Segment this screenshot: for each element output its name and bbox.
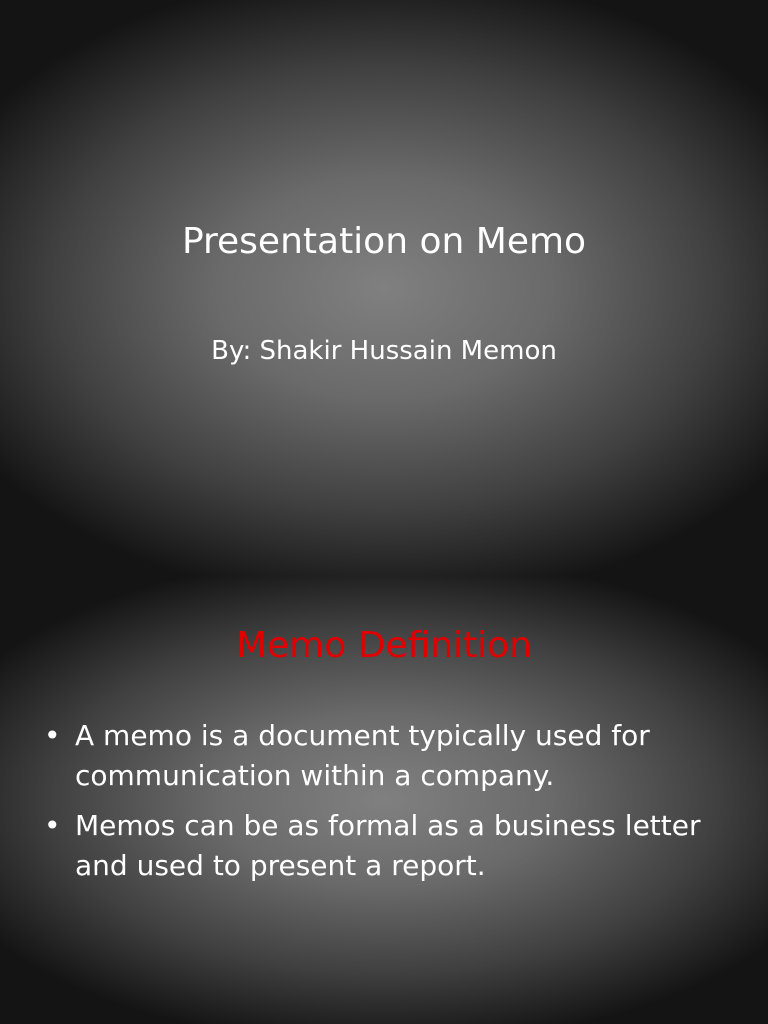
bullet-dot-icon: • bbox=[44, 809, 61, 842]
bullet-text-line: A memo is a document typically used for bbox=[75, 719, 650, 752]
bullet-list bbox=[40, 716, 720, 896]
bullet-item bbox=[40, 716, 720, 796]
slide-title-text: Presentation on Memo bbox=[181, 221, 587, 262]
bullet-dot-icon: • bbox=[44, 719, 61, 752]
bullet-item bbox=[40, 806, 720, 886]
bullet-text-line: Memos can be as formal as a business letter bbox=[75, 809, 701, 842]
slide-heading: Memo Definition bbox=[235, 625, 533, 666]
slide-memo-definition bbox=[0, 576, 768, 1024]
bullet-text-line: and used to present a report. bbox=[75, 849, 486, 882]
slide-author-subtitle: By: Shakir Hussain Memon bbox=[211, 336, 557, 366]
bullet-text-line: communication within a company. bbox=[75, 759, 555, 792]
